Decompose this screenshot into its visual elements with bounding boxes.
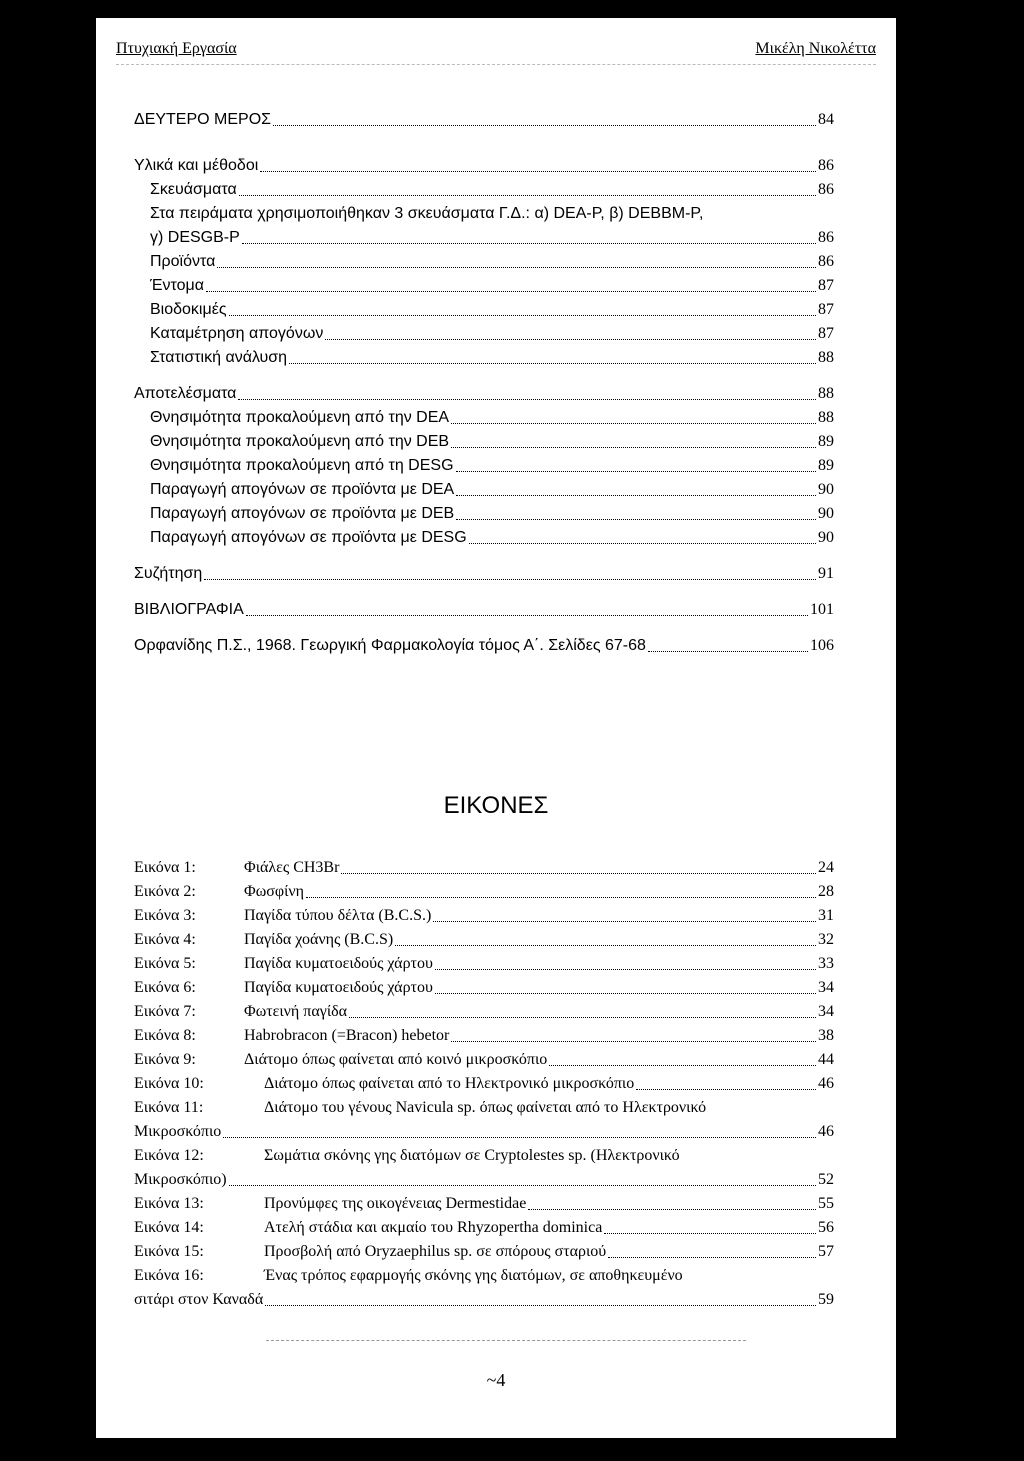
toc-entry-title: Σκευάσματα <box>150 181 237 198</box>
leader-dots <box>435 993 816 994</box>
figure-entry <box>134 1288 834 1310</box>
figure-title: Φιάλες CH3Br <box>244 859 340 876</box>
toc-entry-page: 89 <box>818 433 834 450</box>
figure-label: Εικόνα 9: <box>134 1051 196 1068</box>
figure-page: 34 <box>818 1003 834 1020</box>
leader-dots <box>239 195 816 196</box>
leader-dots <box>223 1137 816 1138</box>
toc-entry-title: Συζήτηση <box>134 565 203 582</box>
leader-dots <box>604 1233 816 1234</box>
figure-label: Εικόνα 11: <box>134 1099 204 1116</box>
figures-heading: ΕΙΚΟΝΕΣ <box>443 792 549 819</box>
figure-label: Εικόνα 3: <box>134 907 196 924</box>
figure-entry <box>134 1168 834 1190</box>
figure-entry <box>134 1072 834 1094</box>
figure-entry <box>134 904 834 926</box>
header-left: Πτυχιακή Εργασία <box>116 40 237 57</box>
figure-entry <box>134 1240 834 1262</box>
leader-dots <box>528 1209 816 1210</box>
figure-page: 44 <box>818 1051 834 1068</box>
footer-rule <box>266 1340 746 1341</box>
figure-label: Εικόνα 1: <box>134 859 196 876</box>
figure-page: 56 <box>818 1219 834 1236</box>
leader-dots <box>273 125 816 126</box>
toc-entry-title: Αποτελέσματα <box>134 385 237 402</box>
toc-entry <box>150 406 834 428</box>
figure-title: Παγίδα κυματοειδούς χάρτου <box>244 979 433 996</box>
leader-dots <box>456 495 816 496</box>
toc-entry <box>134 598 834 620</box>
leader-dots <box>648 651 808 652</box>
leader-dots <box>608 1257 816 1258</box>
leader-dots <box>451 447 816 448</box>
toc-entry-title: Παραγωγή απογόνων σε προϊόντα με DESG <box>150 529 467 546</box>
toc-entry-page: 86 <box>818 181 834 198</box>
toc-entry-page: 90 <box>818 481 834 498</box>
figure-title: Διάτομο του γένους Navicula sp. όπως φαίνεται από το Ηλεκτρονικό <box>264 1099 707 1116</box>
figure-title: Διάτομο όπως φαίνεται από κοινό μικροσκόπιο <box>244 1051 548 1068</box>
toc-entry-page: 87 <box>818 277 834 294</box>
toc-entry <box>150 274 834 296</box>
toc-entry-title: Παραγωγή απογόνων σε προϊόντα με DEA <box>150 481 455 498</box>
figure-page: 28 <box>818 883 834 900</box>
toc-entry-title: Στα πειράματα χρησιμοποιήθηκαν 3 σκευάσματα Γ.Δ.: α) DEA-P, β) DEBBM-P, <box>150 205 704 222</box>
toc-entry-page: 86 <box>818 253 834 270</box>
toc-entry <box>150 250 834 272</box>
toc-entry-title: ΔΕΥΤΕΡΟ ΜΕΡΟΣ <box>134 111 272 128</box>
leader-dots <box>469 543 816 544</box>
figure-label: Εικόνα 7: <box>134 1003 196 1020</box>
figure-entry <box>134 928 834 950</box>
figure-title: Μικροσκόπιο <box>134 1123 222 1140</box>
figure-page: 24 <box>818 859 834 876</box>
toc-entry-page: 87 <box>818 301 834 318</box>
figure-title: Παγίδα τύπου δέλτα (B.C.S.) <box>244 907 432 924</box>
toc-entry <box>134 154 834 176</box>
figure-page: 46 <box>818 1123 834 1140</box>
leader-dots <box>451 1041 816 1042</box>
toc-entry-title: Ορφανίδης Π.Σ., 1968. Γεωργική Φαρμακολογία τόμος Α΄. Σελίδες 67-68 <box>134 637 646 654</box>
leader-dots <box>206 291 816 292</box>
toc-entry-title: Καταμέτρηση απογόνων <box>150 325 324 342</box>
leader-dots <box>260 171 816 172</box>
figure-entry <box>134 1216 834 1238</box>
toc-entry-page: 87 <box>818 325 834 342</box>
toc-entry-title: Στατιστική ανάλυση <box>150 349 288 366</box>
leader-dots <box>395 945 816 946</box>
figure-title: Φωσφίνη <box>244 883 304 900</box>
figure-entry <box>134 1264 834 1286</box>
leader-dots <box>265 1305 816 1306</box>
toc-entry <box>150 322 834 344</box>
figure-title: Φωτεινή παγίδα <box>244 1003 348 1020</box>
figure-title: Παγίδα κυματοειδούς χάρτου <box>244 955 433 972</box>
leader-dots <box>456 519 816 520</box>
figure-title: Ατελή στάδια και ακμαίο του Rhyzopertha dominica <box>264 1219 603 1236</box>
header-rule <box>116 64 876 65</box>
figure-title: Σωμάτια σκόνης γης διατόμων σε Cryptolestes sp. (Ηλεκτρονικό <box>264 1147 680 1164</box>
toc-entry-page: 88 <box>818 349 834 366</box>
toc-entry-page: 88 <box>818 385 834 402</box>
toc-entry <box>150 346 834 368</box>
toc-entry-page: 84 <box>818 111 834 128</box>
leader-dots <box>451 423 816 424</box>
figure-page: 57 <box>818 1243 834 1260</box>
toc-entry <box>150 454 834 476</box>
figure-label: Εικόνα 2: <box>134 883 196 900</box>
toc-entry-page: 86 <box>818 229 834 246</box>
figure-title: Προσβολή από Oryzaephilus sp. σε σπόρους σταριού <box>264 1243 607 1260</box>
toc-entry <box>150 478 834 500</box>
header-right: Μικέλη Νικολέττα <box>755 40 876 57</box>
leader-dots <box>217 267 816 268</box>
toc-entry <box>134 634 834 656</box>
toc-entry-title: Παραγωγή απογόνων σε προϊόντα με DEB <box>150 505 455 522</box>
figure-title: Habrobracon (=Bracon) hebetor <box>244 1027 450 1044</box>
toc-entry-title: γ) DESGB-P <box>150 229 240 246</box>
figure-entry <box>134 1000 834 1022</box>
toc-entry-page: 89 <box>818 457 834 474</box>
leader-dots <box>433 921 816 922</box>
figure-entry <box>134 1192 834 1214</box>
leader-dots <box>289 363 816 364</box>
toc-entry-page: 91 <box>818 565 834 582</box>
toc-entry-page: 88 <box>818 409 834 426</box>
figure-page: 52 <box>818 1171 834 1188</box>
figure-entry <box>134 880 834 902</box>
toc-entry-page: 90 <box>818 505 834 522</box>
figure-page: 55 <box>818 1195 834 1212</box>
toc-entry-page: 106 <box>810 637 834 654</box>
toc-entry-title: Θνησιμότητα προκαλούμενη από την DEB <box>150 433 450 450</box>
leader-dots <box>246 615 808 616</box>
toc-entry-title: Θνησιμότητα προκαλούμενη από την DEA <box>150 409 450 426</box>
figure-page: 32 <box>818 931 834 948</box>
leader-dots <box>549 1065 816 1066</box>
leader-dots <box>229 315 816 316</box>
figure-label: Εικόνα 16: <box>134 1267 204 1284</box>
leader-dots <box>435 969 816 970</box>
figure-entry <box>134 976 834 998</box>
toc-entry-title: Θνησιμότητα προκαλούμενη από τη DESG <box>150 457 454 474</box>
toc-entry <box>150 502 834 524</box>
figure-entry <box>134 1024 834 1046</box>
figure-label: Εικόνα 13: <box>134 1195 204 1212</box>
figure-label: Εικόνα 5: <box>134 955 196 972</box>
toc-entry <box>150 430 834 452</box>
toc-entry-page: 86 <box>818 157 834 174</box>
figure-title: Διάτομο όπως φαίνεται από το Ηλεκτρονικό μικροσκόπιο <box>264 1075 635 1092</box>
figure-entry <box>134 856 834 878</box>
toc-entry-page: 101 <box>810 601 834 618</box>
toc-entry <box>150 178 834 200</box>
figure-page: 34 <box>818 979 834 996</box>
leader-dots <box>341 873 816 874</box>
figure-page: 46 <box>818 1075 834 1092</box>
toc-entry-title: Βιοδοκιμές <box>150 301 227 318</box>
leader-dots <box>238 399 816 400</box>
toc-entry-title: Έντομα <box>150 277 205 294</box>
leader-dots <box>325 339 816 340</box>
toc-entry-title: Προϊόντα <box>150 253 216 270</box>
toc-entry-title: Υλικά και μέθοδοι <box>134 157 259 174</box>
figure-label: Εικόνα 8: <box>134 1027 196 1044</box>
figure-label: Εικόνα 12: <box>134 1147 204 1164</box>
toc-entry-page: 90 <box>818 529 834 546</box>
page-header <box>116 40 876 66</box>
figure-label: Εικόνα 4: <box>134 931 196 948</box>
figure-entry <box>134 1096 834 1118</box>
toc-entry <box>150 226 834 248</box>
toc-entry <box>150 298 834 320</box>
leader-dots <box>349 1017 816 1018</box>
toc-entry <box>134 562 834 584</box>
leader-dots <box>229 1185 816 1186</box>
toc-entry <box>150 526 834 548</box>
figure-page: 38 <box>818 1027 834 1044</box>
leader-dots <box>636 1089 816 1090</box>
leader-dots <box>456 471 816 472</box>
leader-dots <box>242 243 816 244</box>
toc-entry-title: ΒΙΒΛΙΟΓΡΑΦΙΑ <box>134 601 244 618</box>
figure-label: Εικόνα 10: <box>134 1075 204 1092</box>
toc-entry <box>134 108 834 130</box>
toc-entry <box>150 202 834 224</box>
figure-page: 31 <box>818 907 834 924</box>
figure-entry <box>134 952 834 974</box>
leader-dots <box>204 579 816 580</box>
figure-title: σιτάρι στον Καναδά <box>134 1291 264 1308</box>
page-number: ~4 <box>486 1370 506 1390</box>
figure-title: Μικροσκόπιο) <box>134 1171 227 1188</box>
figure-page: 33 <box>818 955 834 972</box>
figure-page: 59 <box>818 1291 834 1308</box>
document-page <box>96 18 896 1438</box>
leader-dots <box>306 897 816 898</box>
figure-label: Εικόνα 6: <box>134 979 196 996</box>
figure-entry <box>134 1144 834 1166</box>
toc-entry <box>134 382 834 404</box>
figure-label: Εικόνα 15: <box>134 1243 204 1260</box>
figure-entry <box>134 1048 834 1070</box>
figure-label: Εικόνα 14: <box>134 1219 204 1236</box>
figure-title: Παγίδα χοάνης (B.C.S) <box>244 931 394 948</box>
figure-title: Προνύμφες της οικογένειας Dermestidae <box>264 1195 527 1212</box>
figure-title: Ένας τρόπος εφαρμογής σκόνης γης διατόμων, σε αποθηκευμένο <box>264 1267 683 1284</box>
figure-entry <box>134 1120 834 1142</box>
